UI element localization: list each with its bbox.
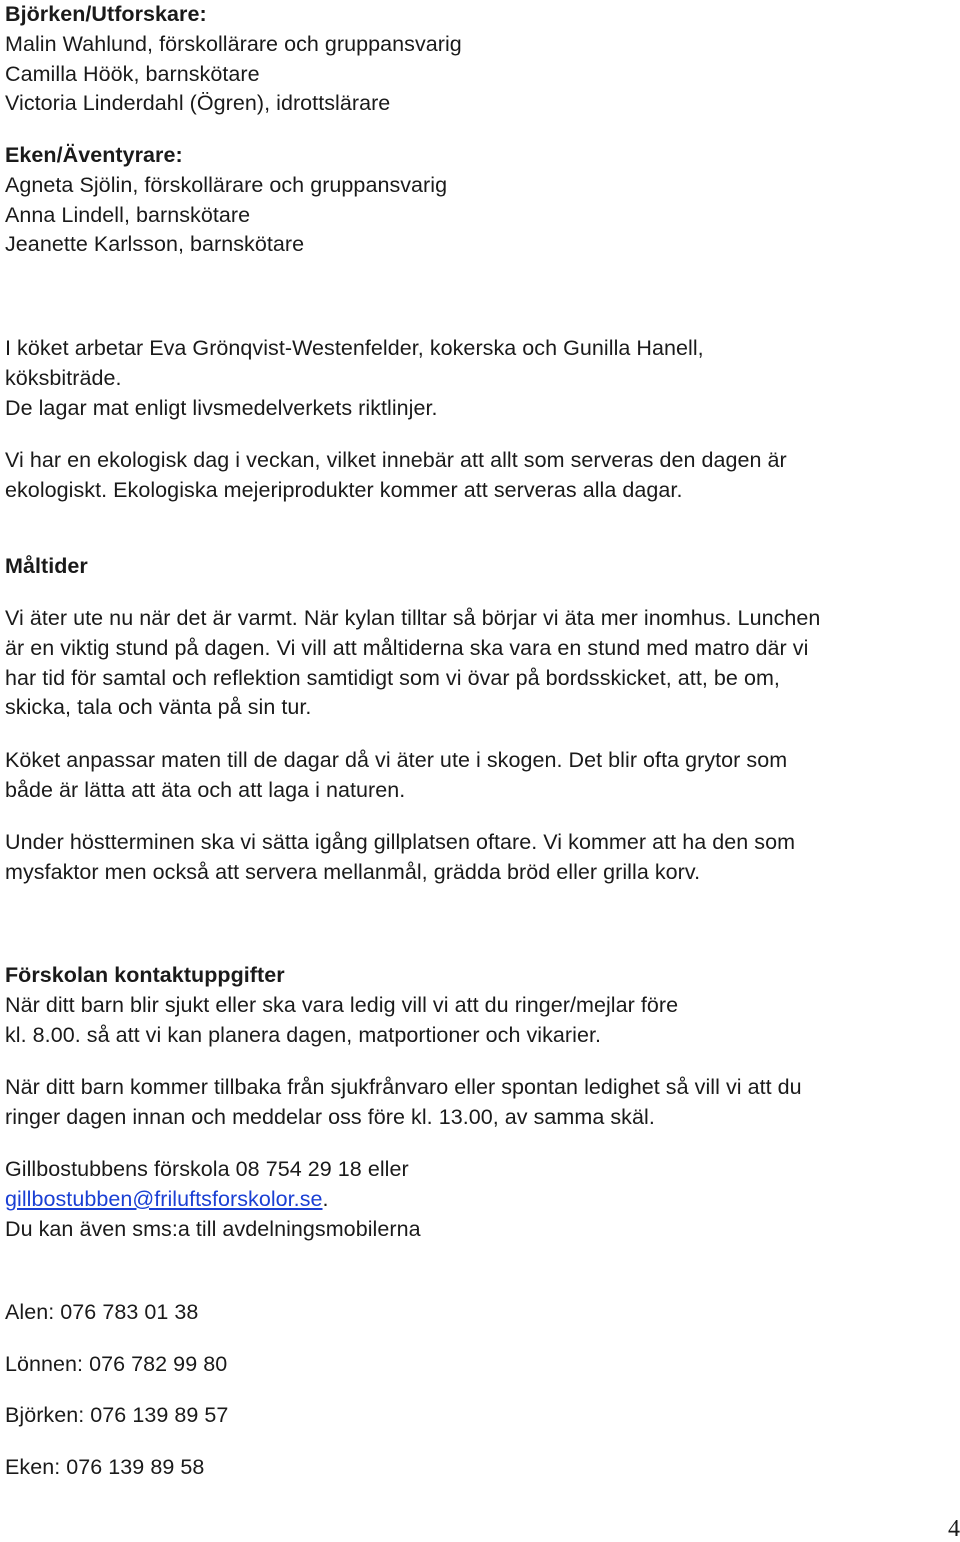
koket-line: köksbiträde. — [5, 365, 122, 390]
maltider-paragraph-2 — [5, 746, 957, 806]
sms-line: Du kan även sms:a till avdelningsmobilerna — [5, 1216, 421, 1241]
mobile-lonnen-block — [5, 1350, 957, 1380]
paragraph-line: är en viktig stund på dagen. Vi vill att måltiderna ska vara en stund med matro där vi — [5, 635, 809, 660]
bjorken-section — [5, 0, 957, 119]
koket-section — [5, 334, 957, 423]
ekologisk-line: ekologiskt. Ekologiska mejeriprodukter kommer att serveras alla dagar. — [5, 477, 683, 502]
paragraph-line: både är lätta att äta och att laga i naturen. — [5, 777, 406, 802]
paragraph-line: mysfaktor men också att servera mellanmål, grädda bröd eller grilla korv. — [5, 859, 701, 884]
maltider-paragraph-3 — [5, 828, 957, 888]
mobile-eken-block — [5, 1453, 957, 1483]
mobile-number: Alen: 076 783 01 38 — [5, 1300, 199, 1324]
ekologisk-paragraph — [5, 446, 957, 506]
staff-line: Anna Lindell, barnskötare — [5, 202, 251, 227]
bjorken-heading: Björken/Utforskare: — [5, 2, 207, 26]
paragraph-line: När ditt barn blir sjukt eller ska vara ledig vill vi att du ringer/mejlar före — [5, 992, 679, 1017]
staff-line: Jeanette Karlsson, barnskötare — [5, 232, 305, 257]
mobile-alen-block — [5, 1298, 957, 1328]
maltider-heading: Måltider — [5, 554, 88, 578]
paragraph-line: Köket anpassar maten till de dagar då vi äter ute i skogen. Det blir ofta grytor som — [5, 748, 788, 772]
staff-line: Agneta Sjölin, förskollärare och gruppansvarig — [5, 172, 448, 197]
paragraph-line: Under höstterminen ska vi sätta igång gillplatsen oftare. Vi kommer att ha den som — [5, 830, 796, 854]
maltider-paragraph-1 — [5, 604, 957, 723]
mobile-number: Björken: 076 139 89 57 — [5, 1403, 229, 1427]
kontakt-contact-block — [5, 1155, 957, 1244]
koket-line: De lagar mat enligt livsmedelverkets riktlinjer. — [5, 395, 438, 420]
koket-line: I köket arbetar Eva Grönqvist-Westenfelder, kokerska och Gunilla Hanell, — [5, 336, 704, 360]
kontakt-paragraph-2 — [5, 1073, 957, 1133]
mobile-number: Lönnen: 076 782 99 80 — [5, 1352, 228, 1376]
paragraph-line: kl. 8.00. så att vi kan planera dagen, matportioner och vikarier. — [5, 1022, 602, 1047]
phone-line: Gillbostubbens förskola 08 754 29 18 eller — [5, 1157, 409, 1181]
kontakt-heading: Förskolan kontaktuppgifter — [5, 963, 285, 987]
ekologisk-line: Vi har en ekologisk dag i veckan, vilket innebär att allt som serveras den dagen är — [5, 448, 787, 472]
eken-heading: Eken/Äventyrare: — [5, 143, 183, 167]
staff-line: Camilla Höök, barnskötare — [5, 61, 260, 86]
email-suffix: . — [322, 1186, 329, 1211]
paragraph-line: Vi äter ute nu när det är varmt. När kylan tilltar så börjar vi äta mer inomhus. Lunchen — [5, 606, 821, 630]
email-link[interactable]: gillbostubben@friluftsforskolor.se — [5, 1186, 323, 1211]
paragraph-line: ringer dagen innan och meddelar oss före kl. 13.00, av samma skäl. — [5, 1104, 655, 1129]
paragraph-line: har tid för samtal och reflektion samtidigt som vi övar på bordsskicket, att, be om, — [5, 665, 780, 690]
mobile-number: Eken: 076 139 89 58 — [5, 1455, 205, 1479]
email-line — [5, 1185, 957, 1215]
eken-section — [5, 141, 957, 260]
kontakt-section — [5, 961, 957, 1050]
paragraph-line: skicka, tala och vänta på sin tur. — [5, 695, 312, 720]
paragraph-line: När ditt barn kommer tillbaka från sjukfrånvaro eller spontan ledighet så vill vi att du — [5, 1075, 802, 1099]
maltider-heading-block — [5, 552, 957, 582]
page-number: 4 — [948, 1516, 960, 1542]
mobile-bjorken-block — [5, 1401, 957, 1431]
staff-line: Victoria Linderdahl (Ögren), idrottslärare — [5, 91, 391, 116]
staff-line: Malin Wahlund, förskollärare och gruppansvarig — [5, 31, 462, 56]
